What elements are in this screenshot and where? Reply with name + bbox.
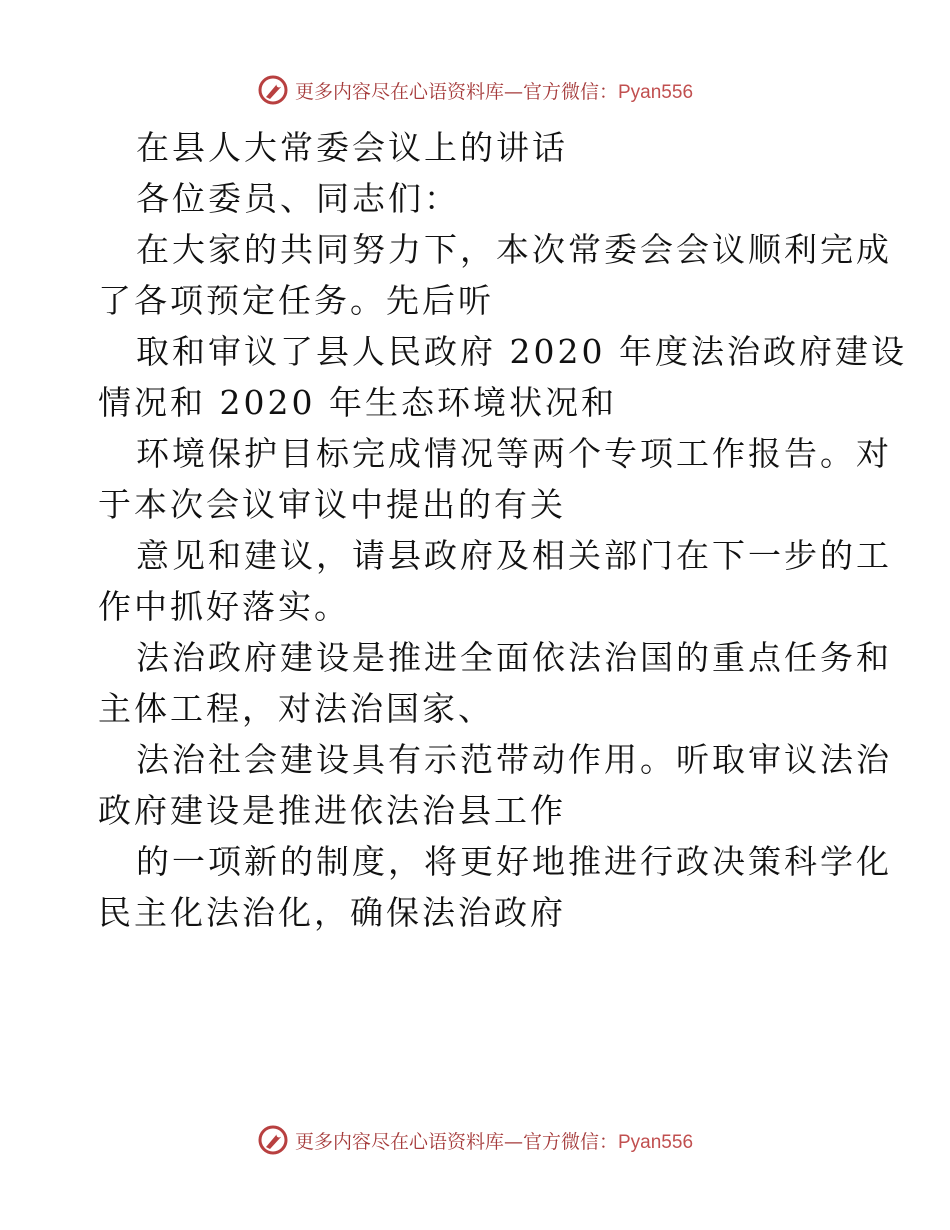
- document-body: [98, 122, 907, 938]
- paragraph-line: 的一项新的制度，将更好地推进行政决策科学化: [136, 842, 892, 881]
- paragraph-line: 了各项预定任务。先后听: [98, 281, 494, 320]
- pen-emblem-icon: [257, 74, 289, 106]
- header-watermark: [0, 70, 950, 110]
- paragraph-line: 主体工程，对法治国家、: [98, 689, 494, 728]
- paragraph-line: 环境保护目标完成情况等两个专项工作报告。对: [136, 434, 892, 473]
- wechat-id: Pyan556: [618, 81, 694, 103]
- paragraph-line: 情况和 2020 年生态环境状况和: [98, 383, 617, 422]
- watermark-label: 更多内容尽在心语资料库—官方微信：: [294, 1130, 618, 1153]
- watermark-text: [295, 1127, 693, 1154]
- paragraph-line: 法治政府建设是推进全面依法治国的重点任务和: [136, 638, 892, 677]
- salutation: 各位委员、同志们：: [136, 179, 460, 218]
- paragraph-line: 在大家的共同努力下，本次常委会会议顺利完成: [136, 230, 892, 269]
- paragraph-line: 法治社会建设具有示范带动作用。听取审议法治: [136, 740, 892, 779]
- watermark-text: [295, 77, 693, 104]
- paragraph-line: 民主化法治化，确保法治政府: [98, 893, 566, 932]
- watermark-label: 更多内容尽在心语资料库—官方微信：: [294, 80, 618, 103]
- wechat-id: Pyan556: [618, 1131, 694, 1153]
- pen-emblem-icon: [257, 1124, 289, 1156]
- paragraph-line: 意见和建议，请县政府及相关部门在下一步的工: [136, 536, 892, 575]
- paragraph-line: 政府建设是推进依法治县工作: [98, 791, 566, 830]
- paragraph-line: 取和审议了县人民政府 2020 年度法治政府建设: [136, 332, 907, 371]
- footer-watermark: [0, 1120, 950, 1160]
- paragraph-line: 于本次会议审议中提出的有关: [98, 485, 566, 524]
- paragraph-line: 作中抓好落实。: [98, 587, 350, 626]
- document-title: 在县人大常委会议上的讲话: [136, 128, 568, 167]
